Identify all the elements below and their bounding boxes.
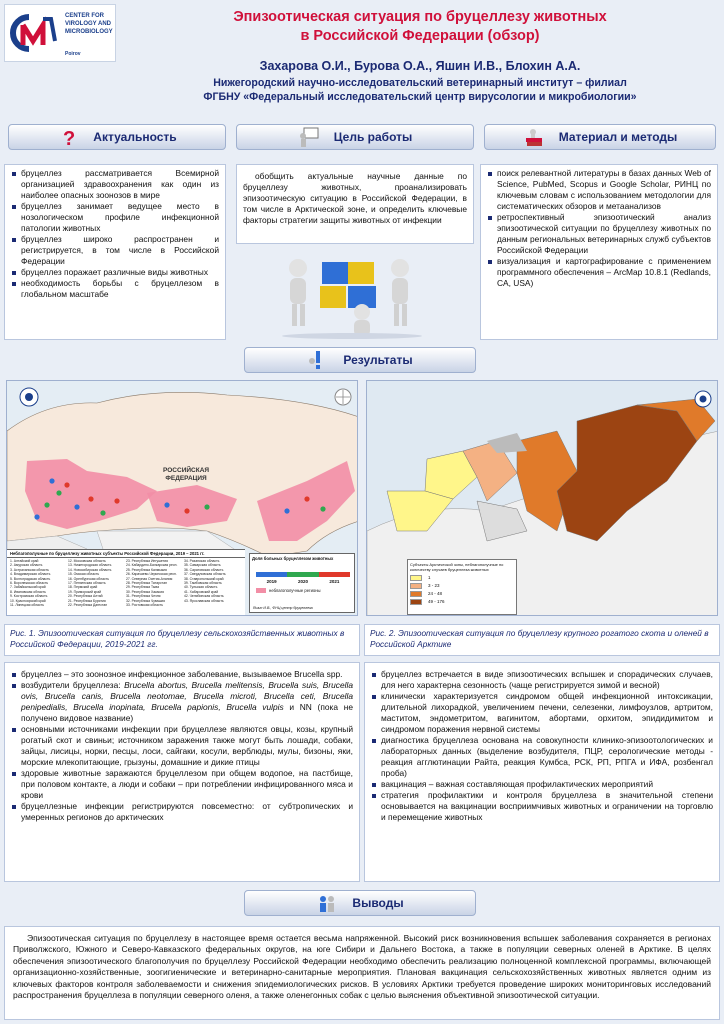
- region-entry: 28. Республика Татарстан: [126, 580, 167, 585]
- list-item: диагностика бруцеллеза основана на совокупности клинико-эпизоотологических и лабораторных данных (выделение возбудителя, ПЦР, серологические методы - реакция агглютинации Райта, реакция Кумбса, РСК, РП, РПГА и ИФА, розбенгал проба): [371, 735, 713, 779]
- list-item: [11, 680, 353, 724]
- section-header-relevance: [8, 124, 226, 150]
- country-label-line-1: РОССИЙСКАЯ: [163, 467, 210, 474]
- legend-swatch-2020: [287, 572, 318, 577]
- legend-year: 2019: [266, 579, 277, 584]
- region-entry: 20. Республика Алтай: [68, 594, 103, 599]
- region-entry: 41. Хабаровский край: [184, 589, 219, 594]
- figure-1-caption: Рис. 1. Эпизоотическая ситуация по бруцеллезу сельскохозяйственных животных в Российской Федерации, 2019-2021 гг.: [4, 624, 360, 656]
- exclamation-icon: [307, 349, 329, 371]
- cvm-logo-mark: [9, 11, 61, 55]
- region-entry: 40. Тульская область: [184, 585, 218, 590]
- svg-text:?: ?: [63, 128, 76, 148]
- class-label: 24 - 48: [428, 591, 443, 596]
- list-item: визуализация и картографирование с применением программного обеспечения – ArcMap 10.8.1 (Redlands, CA, USA): [487, 256, 711, 289]
- region-entry: 16. Оренбургская область: [68, 576, 109, 581]
- institute-line-2: ФГБНУ «Федеральный исследовательский центр вирусологии и микробиологии»: [203, 91, 637, 103]
- relevance-box: [4, 164, 226, 340]
- results-right-box: [364, 662, 720, 882]
- region-entry: 7. Забайкальский край: [10, 585, 46, 590]
- region-entry: 19. Приморский край: [68, 589, 102, 594]
- legend-swatch-2021: [319, 572, 350, 577]
- region-entry: 27. Северная Осетия-Алания: [126, 576, 173, 581]
- list-item: бруцеллезные инфекции регистрируются повсеместно: от субтропических и умеренных регионов до арктических: [11, 801, 353, 823]
- region-entry: 18. Пермский край: [68, 585, 98, 590]
- class-label: 1: [428, 575, 431, 580]
- list-item: вакцинация – важная составляющая профилактических мероприятий: [371, 779, 713, 790]
- map1-country-label: [163, 467, 209, 483]
- logo-line-1: CENTER FOR: [65, 13, 104, 19]
- country-label-line-2: ФЕДЕРАЦИЯ: [165, 475, 207, 482]
- region-table-title: Неблагополучные по бруцеллезу животных субъекты Российской Федерации, 2019 – 2021 гг.: [7, 550, 245, 558]
- region-entry: 36. Саратовская область: [184, 567, 224, 572]
- list-item: бруцеллез встречается в виде эпизоотических вспышек и спорадических случаев, для него характерна сезонность (чаще регистрируется зимой и весной): [371, 669, 713, 691]
- legend-swatch-2019: [256, 572, 287, 577]
- legend-swatch-area: [256, 588, 266, 593]
- region-entry: 24. Кабардино-Балкарская респ.: [126, 563, 178, 568]
- pathogens-intro: возбудители бруцеллеза:: [21, 680, 125, 690]
- list-item: основными источниками инфекции при бруцеллезе являются овцы, козы, крупный рогатый скот и свиньи; источником заражения также могут быть лошади, собаки, зайцы, лисицы, норки, песцы, лоси, сайгаки, косули, верблюды, мулы, бизоны, яки, морские млекопитающие, грызуны, домашние и дикие птицы: [11, 724, 353, 768]
- region-entry: 1. Алтайский край: [10, 559, 39, 563]
- legend-title: Доля больных бруцеллезом животных: [252, 556, 334, 561]
- map1-legend: [249, 553, 355, 613]
- legend-year: 2021: [329, 579, 340, 584]
- logo-place: Poirov: [65, 51, 81, 57]
- puzzle-people-illustration: [262, 248, 442, 340]
- goal-title: Цель работы: [333, 130, 413, 144]
- people-icon: [316, 892, 338, 914]
- region-entry: 6. Воронежская область: [10, 580, 49, 585]
- class-label: 3 - 23: [428, 583, 440, 588]
- region-entry: 39. Тамбовская область: [184, 580, 222, 585]
- goal-box: [236, 164, 474, 244]
- list-item: бруцеллез занимает ведущее место в нозологическом профиле инфекционной патологии животных: [11, 201, 219, 234]
- institute-line-1: Нижегородский научно-исследовательский ветеринарный институт – филиал: [213, 77, 627, 89]
- region-entry: 11. Липецкая область: [10, 602, 44, 607]
- region-entry: 5. Волгоградская область: [10, 576, 51, 581]
- conclusions-title: Выводы: [352, 896, 404, 910]
- region-entry: 37. Свердловская область: [184, 572, 226, 577]
- region-entry: 30. Республика Хакасия: [126, 589, 164, 594]
- region-entry: 23. Республика Ингушетия: [126, 559, 168, 563]
- logo-line-2: VIROLOGY AND: [65, 21, 112, 27]
- class-swatch: [410, 591, 422, 597]
- section-header-results: [244, 347, 476, 373]
- map1-credit: Яшин И.В., ФНЦ центр бруцеллеза: [253, 606, 313, 610]
- brucella-species: Brucella abortus, Brucella melitensis, Brucella suis, Brucella ovis, Brucella canis, Brucella neotomae, Brucella microti, Brucella ceti, Brucella penipedialis, Brucella inopinata, Brucella papionis, Brucella vulpis: [21, 680, 353, 712]
- list-item: ретроспективный эпизоотический анализ эпизоотической ситуации по бруцеллезу животных по данным региональных ветеринарных служб субъектов Российской Федерации: [487, 212, 711, 256]
- map-russia-brucellosis: [6, 380, 358, 616]
- logo-line-3: MICROBIOLOGY: [65, 29, 113, 35]
- region-entry: 10. Красноярский край: [10, 598, 46, 603]
- region-entry: 8. Ивановская область: [10, 589, 46, 594]
- books-icon: [523, 126, 545, 148]
- class-swatch: [410, 575, 422, 581]
- region-entry: 42. Челябинская область: [184, 594, 224, 599]
- list-item: здоровые животные заражаются бруцеллезом при общем водопое, на пастбище, при половом контакте, а люди и собаки – при потреблении инфицированного мяса и крови: [11, 768, 353, 801]
- map-arctic-brucellosis: [366, 380, 718, 616]
- title-line-1: Эпизоотическая ситуация по бруцеллезу животных: [233, 9, 607, 25]
- section-header-methods: [484, 124, 716, 150]
- list-item: бруцеллез рассматривается Всемирной организацией здравоохранения как один из наиболее опасных зоонозов в мире: [11, 168, 219, 201]
- region-entry: 43. Ярославская область: [184, 598, 224, 603]
- region-entry: 25. Республика Калмыкия: [126, 567, 167, 572]
- legend-area-label: неблагополучные регионы: [269, 588, 321, 593]
- region-entry: 35. Самарская область: [184, 563, 221, 568]
- title-line-2: в Российской Федерации (обзор): [300, 28, 540, 44]
- list-item: стратегия профилактики и контроля бруцеллеза в значительной степени основывается на вакцинации восприимчивых животных и ограничении на торговлю и перемещение животных: [371, 790, 713, 823]
- list-item: необходимость борьбы с бруцеллезом в глобальном масштабе: [11, 278, 219, 300]
- results-title: Результаты: [343, 353, 413, 367]
- class-swatch: [410, 599, 422, 605]
- goal-text: обобщить актуальные научные данные по бруцеллезу животных, проанализировать эпизоотическую ситуацию в Российской Федерации, в том числе в Арктической зоне, и определить ключевые факторы стратегии защиты животных от инфекции: [243, 171, 467, 225]
- region-entry: 29. Республика Тыва: [126, 585, 159, 590]
- relevance-title: Актуальность: [93, 130, 177, 144]
- region-entry: 14. Новосибирская область: [68, 567, 112, 572]
- region-entry: 9. Костромская область: [10, 594, 48, 599]
- map1-region-table: [7, 549, 245, 616]
- list-item: бруцеллез широко распространен и регистрируется, в том числе в Российской Федерации: [11, 234, 219, 267]
- map2-legend: [407, 559, 517, 615]
- region-entry: 31. Республика Чечня: [126, 594, 161, 599]
- presenter-icon: [298, 126, 320, 148]
- methods-title: Материал и методы: [558, 130, 678, 144]
- conclusions-text: Эпизоотическая ситуация по бруцеллезу в настоящее время остается весьма напряженной. Высокий риск возникновения вспышек заболевания сохраняется в регионах Приволжского, Южного и Северо-Кавказского федеральных округов, на юге Сибири и Дальнего Востока, а также в популяции северных оленей в Арктике. В целях обеспечения эпизоотического благополучия по бруцеллезу Российской Федерации необходимо обеспечить реализацию полноценной комплексной программы, включающей организационно-хозяйственные, зоогигиенические и ветеринарно-санитарные мероприятия. Плановая вакцинация сельскохозяйственных животных является одним из ключевых факторов контроля заболеваемости и снижения эпидемиологических рисков. В условиях Арктики требуется проведение широких мониторинговых исследований распространения бруцеллеза в популяции северного оленя, а также оленегонных собак с целью выяснения объективной эпизоотической ситуации.: [4, 926, 720, 1020]
- legend-year: 2020: [297, 579, 308, 584]
- section-header-goal: [236, 124, 474, 150]
- map2-legend-title: Субъекты Арктической зоны, неблагополучные по количеству случаев бруцеллеза животных: [410, 562, 504, 572]
- pathogens-note: и NN (пока не получено видовое название): [21, 702, 353, 723]
- region-entry: 32. Республика Чувашия: [126, 598, 166, 603]
- institute: [120, 76, 720, 104]
- region-entry: 13. Нижегородская область: [68, 563, 112, 568]
- results-left-box: [4, 662, 360, 882]
- list-item: клинически характеризуется синдромом общей инфекционной интоксикации, длительной лихорадкой, увеличением печени, селезенки, лимфоузлов, артритом, маститом, эндометритом, вагинитом, абортами, орхитом, эпидидимитом и синдромом поражения нервной системы: [371, 691, 713, 735]
- region-entry: 34. Рязанская область: [184, 559, 220, 563]
- list-item: бруцеллез поражает различные виды животных: [11, 267, 219, 278]
- class-label: 49 - 176: [428, 599, 445, 604]
- region-entry: 17. Пензенская область: [68, 580, 106, 585]
- list-item: бруцеллез – это зоонозное инфекционное заболевание, вызываемое Brucella spp.: [11, 669, 353, 680]
- region-entry: 12. Московская область: [68, 559, 106, 563]
- region-entry: 26. Карачаево-Черкесская респ.: [126, 572, 177, 577]
- region-entry: 4. Владимирская область: [10, 572, 51, 577]
- list-item: поиск релевантной литературы в базах данных Web of Science, PubMed, Scopus и Google Scholar, РИНЦ по ключевым словам с использованием методологии для систематических обзоров и метаанализов: [487, 168, 711, 212]
- region-entry: 21. Республика Бурятия: [68, 598, 106, 603]
- region-entry: 2. Амурская область: [10, 563, 43, 568]
- poster-title: [120, 8, 720, 46]
- section-header-conclusions: [244, 890, 476, 916]
- region-entry: 22. Республика Дагестан: [68, 602, 108, 607]
- question-mark-icon: [57, 126, 79, 148]
- class-swatch: [410, 583, 422, 589]
- region-entry: 38. Ставропольский край: [184, 576, 224, 581]
- region-list: [7, 558, 245, 608]
- region-entry: 33. Ростовская область: [126, 602, 163, 607]
- figure-2-caption: Рис. 2. Эпизоотическая ситуация по бруцеллезу крупного рогатого скота и оленей в Российской Арктике: [364, 624, 720, 656]
- region-entry: 15. Омская область: [68, 572, 100, 577]
- authors: Захарова О.И., Бурова О.А., Яшин И.В., Блохин А.А.: [259, 59, 581, 73]
- cvm-logo: [4, 4, 116, 62]
- methods-box: [480, 164, 718, 340]
- region-entry: 3. Астраханская область: [10, 567, 49, 572]
